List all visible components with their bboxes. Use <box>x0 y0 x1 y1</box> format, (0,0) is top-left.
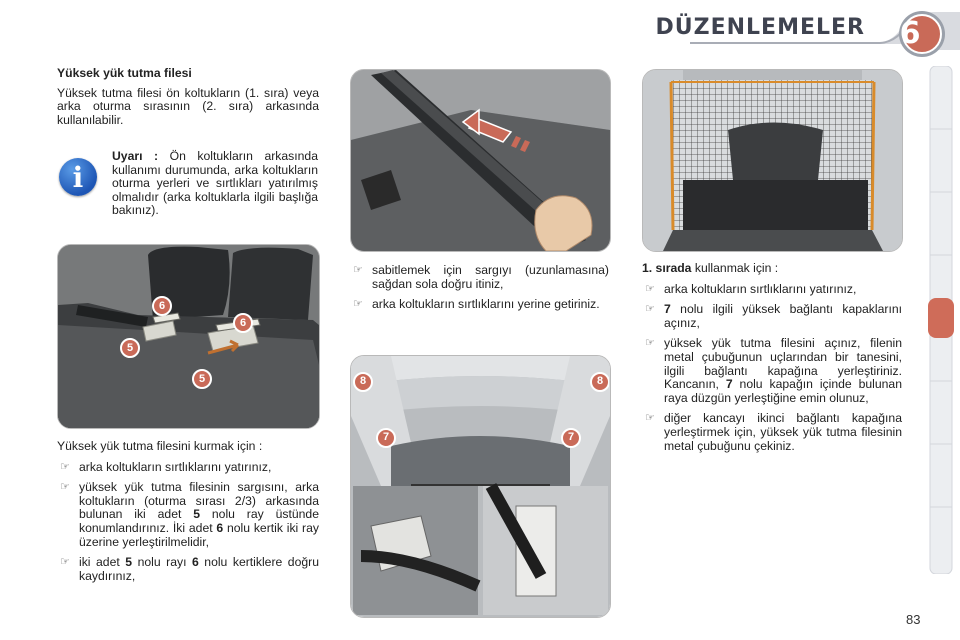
label-5-a-text: 5 <box>126 342 134 354</box>
hand-pointer-icon: ☞ <box>353 298 363 311</box>
right-steps <box>642 262 902 453</box>
hand-pointer-icon: ☞ <box>645 303 655 316</box>
section-heading: Yüksek yük tutma filesi <box>57 66 192 80</box>
hand-pointer-icon: ☞ <box>645 337 655 350</box>
list-item: ☞ yüksek yük tutma filesini açınız, filenin metal çubuğunun uçlarından bir tanesini, ilgili bağlantı kapağına yerleştiriniz. Kancanın, 7 nolu kapağın içinde bulunan raya düzgün yerleştiğine emin olunuz, <box>645 336 902 405</box>
active-chapter-tab <box>928 298 954 338</box>
hand-pointer-icon: ☞ <box>60 556 70 569</box>
warning-box <box>57 150 319 236</box>
hand-pointer-icon: ☞ <box>645 412 655 425</box>
warning-body: Ön koltukların arkasında kullanımı durumunda, arka koltukların oturma yerleri ve sırtlıkları yatırılmış olmalıdır (arka koltuklarla ilgili başlığa bakınız). <box>112 149 318 218</box>
list-item: ☞ iki adet 5 nolu rayı 6 nolu kertiklere doğru kaydırınız, <box>60 555 319 583</box>
label-8-a-text: 8 <box>359 375 367 387</box>
figure-roller <box>350 69 611 252</box>
figure-rails-labels <box>57 244 318 427</box>
label-6-a-text: 6 <box>158 300 166 312</box>
hand-pointer-icon: ☞ <box>60 481 70 494</box>
list-item: ☞ yüksek yük tutma filesinin sargısını, arka koltukların (oturma sırası 2/3) arkasında bulunan iki adet 5 nolu ray üstünde konumlandırınız. İki adet 6 nolu kertik iki ray üzerine yerleştirilmelidir, <box>60 480 319 549</box>
figure-roof-labels <box>350 355 609 616</box>
list-item: ☞ diğer kancayı ikinci bağlantı kapağına yerleştirmek için, yüksek yük tutma filesinin metal çubuğunu çekiniz. <box>645 411 902 453</box>
figure-cargo-net <box>642 69 903 252</box>
label-7-a-text: 7 <box>382 431 390 443</box>
label-8-b-text: 8 <box>596 375 604 387</box>
warning-label: Uyarı : <box>112 149 159 163</box>
list-item: ☞ arka koltukların sırtlıklarını yerine getiriniz. <box>353 297 600 312</box>
list-item: ☞ arka koltukların sırtlıklarını yatırınız, <box>645 281 857 296</box>
chapter-number: 6 <box>899 16 921 51</box>
warning-text <box>112 150 318 218</box>
page-number: 83 <box>906 612 921 627</box>
hand-pointer-icon: ☞ <box>645 282 655 295</box>
label-7-b-text: 7 <box>567 431 575 443</box>
hand-pointer-icon: ☞ <box>60 460 70 473</box>
label-5-b-text: 5 <box>198 373 206 385</box>
label-6-b-text: 6 <box>239 317 247 329</box>
install-title: Yüksek yük tutma filesini kurmak için : <box>57 439 263 453</box>
middle-steps <box>350 257 609 312</box>
list-item: ☞ 7 nolu ilgili yüksek bağlantı kapaklarını açınız, <box>645 302 902 330</box>
list-item: ☞ sabitlemek için sargıyı (uzunlamasına) sağdan sola doğru itiniz, <box>353 263 609 291</box>
list-item: ☞ arka koltukların sırtlıklarını yatırınız, <box>60 459 272 474</box>
hand-pointer-icon: ☞ <box>353 264 363 276</box>
left-intro <box>57 67 319 127</box>
chapter-side-tabs <box>928 66 954 574</box>
left-install-steps <box>57 440 319 583</box>
info-icon: i <box>59 158 97 196</box>
chapter-title: DÜZENLEMELER <box>655 15 865 40</box>
right-lead: 1. sırada kullanmak için : <box>642 261 779 275</box>
intro-paragraph: Yüksek tutma filesi ön koltukların (1. sıra) veya arka oturma sırasının (2. sıra) arkasında kullanılabilir. <box>57 85 319 127</box>
